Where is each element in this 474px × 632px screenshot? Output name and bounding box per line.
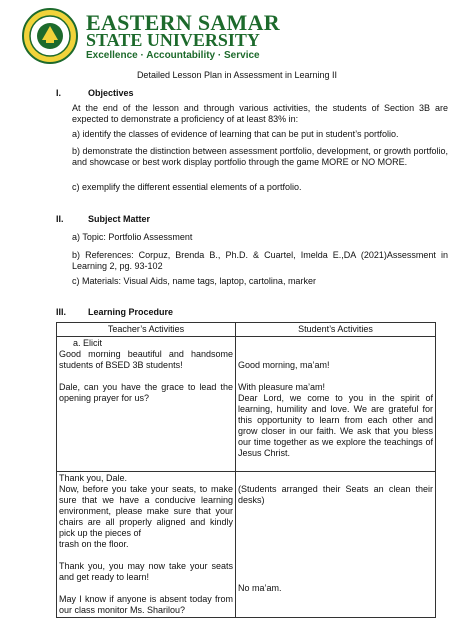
teacher-line: Good morning beautiful and handsome students of BSED 3B students!: [59, 349, 233, 370]
section-heading-objectives: Objectives: [88, 88, 134, 98]
teacher-line: May I know if anyone is absent today from our class monitor Ms. Sharilou?: [59, 594, 233, 615]
university-name-line1: EASTERN SAMAR: [86, 10, 280, 35]
table-row: [57, 337, 436, 472]
table-row: [57, 472, 436, 618]
student-line: No ma’am.: [238, 583, 282, 593]
university-name-line2: STATE UNIVERSITY: [86, 30, 260, 50]
student-spacer: [238, 371, 433, 382]
student-spacer: [238, 506, 433, 583]
teacher-cell: [57, 337, 236, 472]
student-cell: [236, 472, 436, 618]
objectives-intro: At the end of the lesson and through various activities, the students of Section 3B are expected to demonstrate a proficiency of at least 83% in:: [72, 103, 448, 124]
subject-materials: c) Materials: Visual Aids, name tags, laptop, cartolina, marker: [72, 276, 316, 286]
subject-references: b) References: Corpuz, Brenda B., Ph.D. & Cuartel, Imelda E.,DA (2021)Assessment in Learning 2, pg. 93-102: [72, 250, 448, 271]
student-line: With pleasure ma’am!: [238, 382, 326, 392]
section-number-procedure: III.: [56, 307, 67, 317]
objective-item-c: c) exemplify the different essential elements of a portfolio.: [72, 182, 302, 192]
teacher-spacer: [59, 371, 233, 382]
teacher-line: Now, before you take your seats, to make sure that we have a conducive learning environment, please make sure that your chairs are all properly aligned and kindly pick up the pieces of: [59, 484, 233, 538]
section-heading-procedure: Learning Procedure: [88, 307, 174, 317]
col-header-teacher: Teacher’s Activities: [57, 323, 236, 337]
objective-item-a: a) identify the classes of evidence of learning that can be put in student’s portfolio.: [72, 129, 399, 139]
col-header-student: Student’s Activities: [236, 323, 436, 337]
teacher-line: Thank you, you may now take your seats and get ready to learn!: [59, 561, 233, 582]
university-seal-icon: [22, 8, 78, 64]
student-cell: [236, 337, 436, 472]
teacher-spacer: [59, 583, 233, 594]
student-line: Dear Lord, we come to you in the spirit of learning, humility and love. We are grateful for this opportunity to learn from each other and grow closer in our faith. We ask that you bless our time together as we explore the teachings of Jesus Christ.: [238, 393, 433, 458]
teacher-line: trash on the floor.: [59, 539, 129, 549]
teacher-spacer: [59, 550, 233, 561]
university-motto: Excellence · Accountability · Service: [86, 50, 260, 61]
objective-item-b: b) demonstrate the distinction between assessment portfolio, development, or growth portfolio, and showcase or best work display portfolio through the game MORE or NO MORE.: [72, 146, 448, 167]
learning-procedure-table: [56, 322, 436, 618]
student-line: (Students arranged their Seats an clean their desks): [238, 484, 433, 505]
section-heading-subject-matter: Subject Matter: [88, 214, 151, 224]
teacher-line: Dale, can you have the grace to lead the opening prayer for us?: [59, 382, 233, 403]
teacher-spacer: [59, 404, 233, 470]
teacher-cell: [57, 472, 236, 618]
section-number-objectives: I.: [56, 88, 62, 98]
teacher-line: Thank you, Dale.: [59, 473, 128, 483]
table-header-row: [57, 323, 436, 337]
letterhead: [22, 8, 462, 64]
student-spacer: [238, 338, 433, 360]
subject-topic: a) Topic: Portfolio Assessment: [72, 232, 193, 242]
document-title: Detailed Lesson Plan in Assessment in Learning II: [136, 70, 338, 80]
student-line: Good morning, ma’am!: [238, 360, 330, 370]
teacher-line: a. Elicit: [73, 338, 103, 348]
section-number-subject-matter: II.: [56, 214, 64, 224]
student-spacer: [238, 473, 433, 484]
